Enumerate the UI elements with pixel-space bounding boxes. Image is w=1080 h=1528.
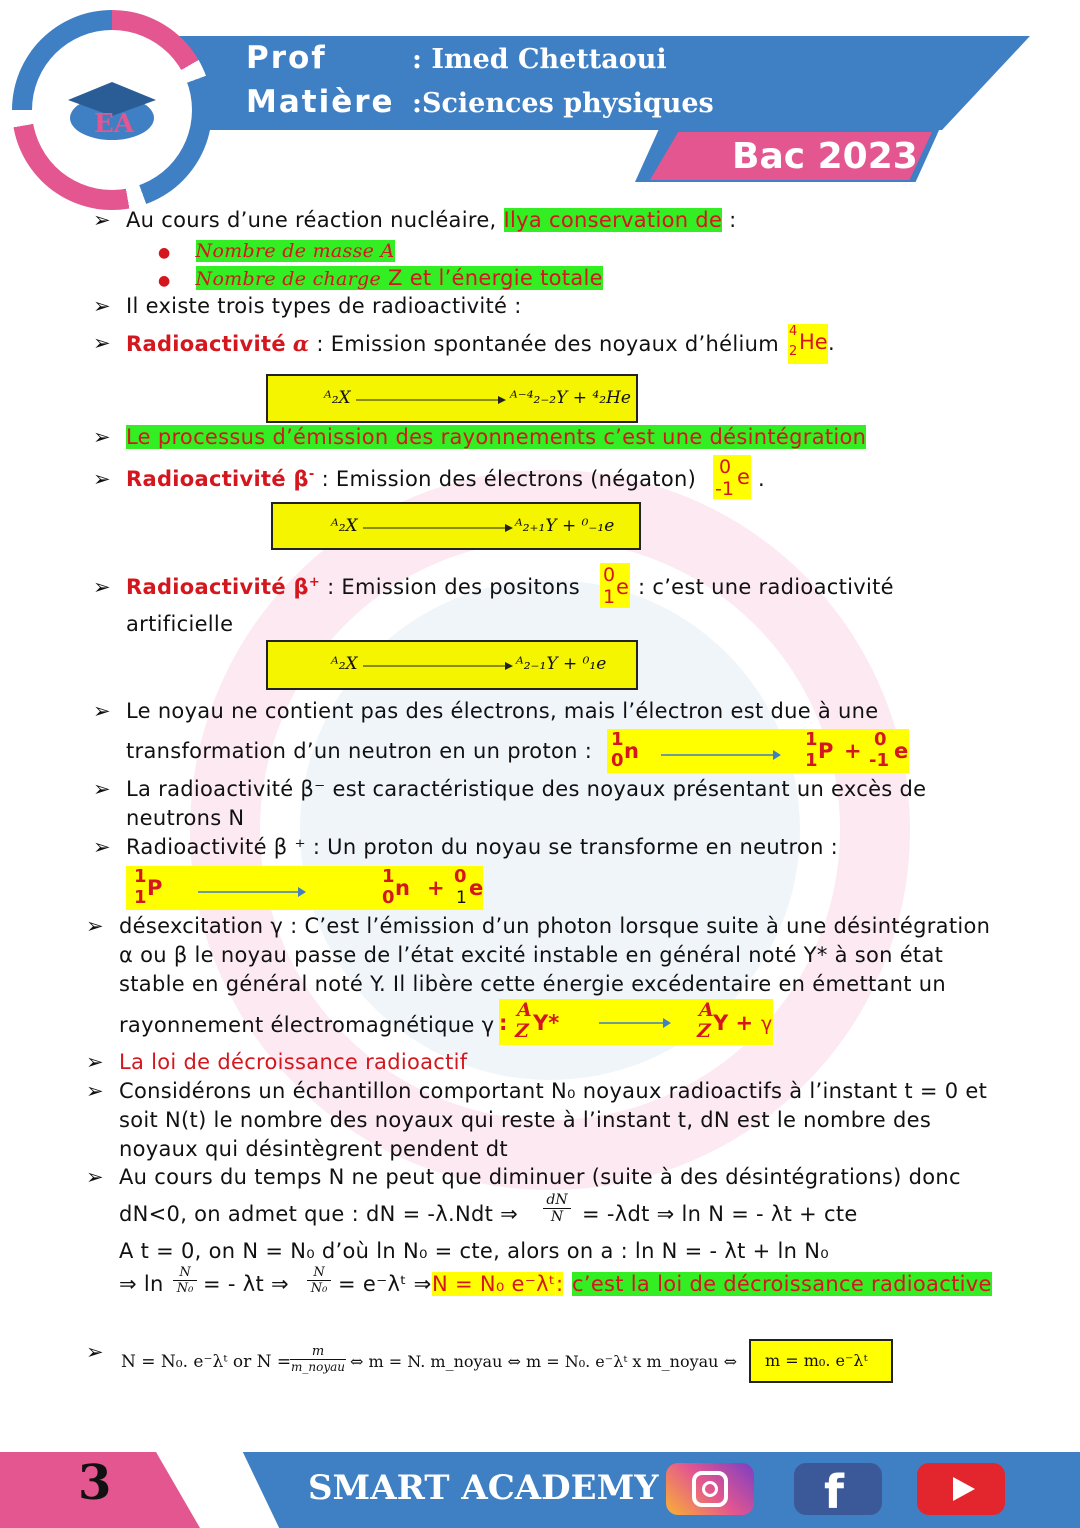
beta-minus-arrow-icon bbox=[363, 522, 513, 534]
gamma-line3: stable en général noté Y. Il libère cette énergie excédentaire en émettant un bbox=[119, 972, 947, 996]
final-formula-2: ⇔ m = N. m_noyau ⇔ m = N₀. e⁻λᵗ x m_noyau ⇔ bbox=[350, 1352, 737, 1371]
helium-text: He bbox=[799, 330, 828, 354]
temps-line4a: ⇒ ln bbox=[119, 1272, 164, 1296]
matiere-value: :Sciences physiques bbox=[412, 88, 714, 119]
helium-symbol bbox=[788, 324, 828, 364]
processus-line bbox=[126, 425, 866, 449]
prof-value: : Imed Chettaoui bbox=[412, 44, 667, 75]
electron-mass: 0 bbox=[719, 456, 732, 478]
beta-minus-desc: : Emission des électrons (négaton) bbox=[321, 467, 697, 491]
r2-plus: + bbox=[427, 876, 445, 900]
alpha-eq-lhs: ᴬ₂X bbox=[324, 388, 351, 408]
beta-plus-equation bbox=[266, 640, 638, 690]
m-over-mnoyau bbox=[290, 1344, 346, 1374]
loi-statement: c’est la loi de décroissance radioactive bbox=[572, 1272, 992, 1296]
beta-plus-desc2: : c’est une radioactivité bbox=[638, 575, 894, 599]
instagram-icon[interactable] bbox=[666, 1463, 754, 1515]
bullet-masse: ● Nombre de masse A bbox=[158, 240, 395, 262]
charge-rest: Z et l’énergie totale bbox=[381, 266, 603, 290]
r1-n-bot: 0 bbox=[611, 750, 624, 771]
r2-n-top: 1 bbox=[382, 866, 395, 887]
facebook-icon[interactable]: f bbox=[794, 1463, 882, 1515]
alpha-dot: . bbox=[828, 331, 835, 355]
processus-text: Le processus d’émission des rayonnements c’est une désintégration bbox=[126, 425, 867, 449]
conservation-text: Au cours d’une réaction nucléaire, bbox=[126, 208, 497, 232]
conservation-colon: : bbox=[729, 208, 737, 232]
beta-minus-dot: . bbox=[758, 467, 765, 491]
r1-arrow-icon bbox=[661, 749, 781, 761]
logo-inner bbox=[32, 30, 192, 190]
r1-e-bot: -1 bbox=[869, 750, 889, 771]
loi-colon: : bbox=[556, 1272, 564, 1296]
positon-text: e bbox=[616, 575, 629, 599]
temps-line4c: = e⁻λᵗ ⇒ bbox=[338, 1272, 432, 1296]
beta-plus-desc: : Emission des positons bbox=[327, 575, 580, 599]
r1-p: P bbox=[818, 739, 834, 763]
beta-minus-sup: - bbox=[308, 467, 315, 482]
r2-e: e bbox=[469, 876, 484, 900]
bullet-charge: ● Nombre de charge Z et l’énergie totale bbox=[158, 266, 603, 290]
beta-plus-car-line: Radioactivité β ⁺ : Un proton du noyau se transforme en neutron : bbox=[126, 835, 839, 859]
alpha-line bbox=[126, 331, 779, 356]
noyau-line1: Le noyau ne contient pas des électrons, mais l’électron est due à une bbox=[126, 699, 879, 723]
r2-n: n bbox=[395, 876, 410, 900]
frac2-den: N₀ bbox=[310, 1281, 328, 1296]
g-a1: A bbox=[517, 999, 532, 1021]
considerons-line3: noyaux qui désintègrent pendent dt bbox=[119, 1137, 508, 1161]
n-over-n0-2 bbox=[307, 1265, 331, 1296]
r1-e-top: 0 bbox=[874, 729, 887, 750]
alpha-desc: : Emission spontanée des noyaux d’hélium bbox=[316, 332, 779, 356]
logo-cap-icon bbox=[32, 30, 192, 190]
r2-n-bot: 0 bbox=[382, 887, 395, 908]
proton-reaction bbox=[126, 866, 483, 910]
beta-plus-eq-lhs: ᴬ₂X bbox=[331, 654, 358, 674]
r1-e: e bbox=[894, 739, 909, 763]
fm-den: m_noyau bbox=[291, 1360, 345, 1374]
youtube-icon[interactable] bbox=[917, 1463, 1005, 1515]
beta-minus-eq-lhs: ᴬ₂X bbox=[331, 516, 358, 536]
page-number: 3 bbox=[78, 1455, 112, 1511]
footer-name: SMART ACADEMY bbox=[308, 1468, 659, 1508]
helium-mass: 4 bbox=[789, 324, 798, 339]
r2-p-bot: 1 bbox=[134, 887, 147, 908]
three-types-line: Il existe trois types de radioactivité : bbox=[126, 294, 522, 318]
alpha-arrow-icon bbox=[356, 394, 506, 406]
gamma-line2: α ou β le noyau passe de l’état excité instable en général noté Y* à son état bbox=[119, 943, 944, 967]
electron-text: e bbox=[737, 465, 750, 489]
temps-line4b: = - λt ⇒ bbox=[203, 1272, 289, 1296]
frac1-den: N₀ bbox=[176, 1281, 194, 1296]
r1-plus: + bbox=[844, 739, 862, 763]
r2-arrow-icon bbox=[198, 886, 306, 898]
beta-plus-desc3: artificielle bbox=[126, 612, 234, 636]
considerons-line2: soit N(t) le nombre des noyaux qui reste à l’instant t, dN est le nombre des bbox=[119, 1108, 932, 1132]
temps-line2b: = -λdt ⇒ ln N = - λt + cte bbox=[582, 1202, 858, 1226]
gamma-arrow-icon bbox=[599, 1017, 671, 1029]
masse-text: Nombre de masse A bbox=[195, 240, 395, 262]
positon-mass: 0 bbox=[603, 564, 616, 586]
g-y: Y + bbox=[713, 1011, 754, 1035]
beta-minus-line bbox=[126, 467, 696, 491]
matiere-label: Matière bbox=[246, 84, 395, 120]
loi-title: La loi de décroissance radioactif bbox=[119, 1050, 468, 1074]
final-formula-1: N = N₀. e⁻λᵗ or N = bbox=[121, 1352, 292, 1372]
positon-charge: 1 bbox=[603, 586, 616, 608]
charge-text: Nombre de charge bbox=[195, 268, 382, 290]
g-gamma: γ bbox=[761, 1013, 773, 1035]
neutron-reaction bbox=[607, 729, 909, 773]
r2-e-top: 0 bbox=[454, 866, 467, 887]
dn-over-n bbox=[543, 1192, 571, 1225]
r2-p: P bbox=[147, 876, 163, 900]
beta-plus-sup: + bbox=[308, 575, 321, 590]
r1-n-top: 1 bbox=[611, 729, 624, 750]
loi-formula: N = N₀ e⁻λᵗ bbox=[432, 1272, 556, 1296]
noyau-line2: transformation d’un neutron en un proton : bbox=[126, 739, 593, 763]
beta-plus-line bbox=[126, 575, 580, 599]
n-over-n0-1 bbox=[173, 1265, 197, 1296]
final-box-text: m = m₀. e⁻λᵗ bbox=[765, 1351, 868, 1370]
beta-minus-car-line2: neutrons N bbox=[126, 806, 245, 830]
beta-minus-eq-rhs: ᴬ₂₊₁Y + ⁰₋₁e bbox=[515, 516, 615, 536]
conservation-line bbox=[126, 208, 737, 232]
beta-minus-car-line1: La radioactivité β⁻ est caractéristique des noyaux présentant un excès de bbox=[126, 777, 927, 801]
beta-minus-title: Radioactivité β bbox=[126, 467, 309, 491]
helium-charge: 2 bbox=[789, 344, 798, 359]
frac1-num: N bbox=[173, 1265, 197, 1281]
considerons-line1: Considérons un échantillon comportant N₀ noyaux radioactifs à l’instant t = 0 et bbox=[119, 1079, 988, 1103]
alpha-eq-rhs: ᴬ⁻⁴₂₋₂Y + ⁴₂He bbox=[510, 388, 631, 408]
gamma-colon: : bbox=[499, 1011, 508, 1035]
bac-title: Bac 2023 bbox=[732, 136, 918, 177]
r1-p-bot: 1 bbox=[805, 750, 818, 771]
temps-line1: Au cours du temps N ne peut que diminuer (suite à des désintégrations) donc bbox=[119, 1165, 961, 1189]
dn-num: dN bbox=[543, 1192, 571, 1209]
g-z2: Z bbox=[697, 1020, 711, 1042]
svg-text:EA: EA bbox=[94, 109, 134, 139]
g-a2: A bbox=[699, 999, 714, 1021]
g-ystar: Y* bbox=[533, 1011, 560, 1035]
r1-n: n bbox=[624, 739, 639, 763]
g-z1: Z bbox=[515, 1020, 529, 1042]
alpha-equation bbox=[266, 374, 638, 423]
temps-line3: A t = 0, on N = N₀ d’où ln N₀ = cte, alors on a : ln N = - λt + ln N₀ bbox=[119, 1239, 829, 1263]
beta-plus-arrow-icon bbox=[363, 660, 513, 672]
r1-p-top: 1 bbox=[805, 729, 818, 750]
electron-charge: -1 bbox=[715, 478, 734, 500]
beta-minus-equation bbox=[271, 502, 641, 550]
prof-label: Prof bbox=[246, 40, 327, 76]
gamma-line1: désexcitation γ : C’est l’émission d’un photon lorsque suite à une désintégration bbox=[119, 914, 991, 938]
r2-e-bot: 1 bbox=[456, 888, 467, 908]
gamma-line4: rayonnement électromagnétique γ bbox=[119, 1013, 495, 1037]
alpha-title: Radioactivité bbox=[126, 332, 286, 356]
frac2-num: N bbox=[307, 1265, 331, 1281]
fm-num: m bbox=[290, 1344, 346, 1360]
positon-symbol bbox=[600, 563, 630, 608]
beta-plus-title: Radioactivité β bbox=[126, 575, 309, 599]
dn-den: N bbox=[550, 1209, 564, 1225]
r2-p-top: 1 bbox=[134, 866, 147, 887]
temps-line2a: dN<0, on admet que : dN = -λ.Ndt ⇒ bbox=[119, 1202, 519, 1226]
beta-plus-eq-rhs: ᴬ₂₋₁Y + ⁰₁e bbox=[516, 654, 607, 674]
gamma-reaction bbox=[499, 999, 773, 1045]
final-box bbox=[749, 1339, 893, 1383]
conservation-highlight: Ilya conservation de bbox=[503, 208, 723, 232]
alpha-symbol: α bbox=[292, 331, 310, 356]
electron-symbol bbox=[713, 455, 751, 499]
